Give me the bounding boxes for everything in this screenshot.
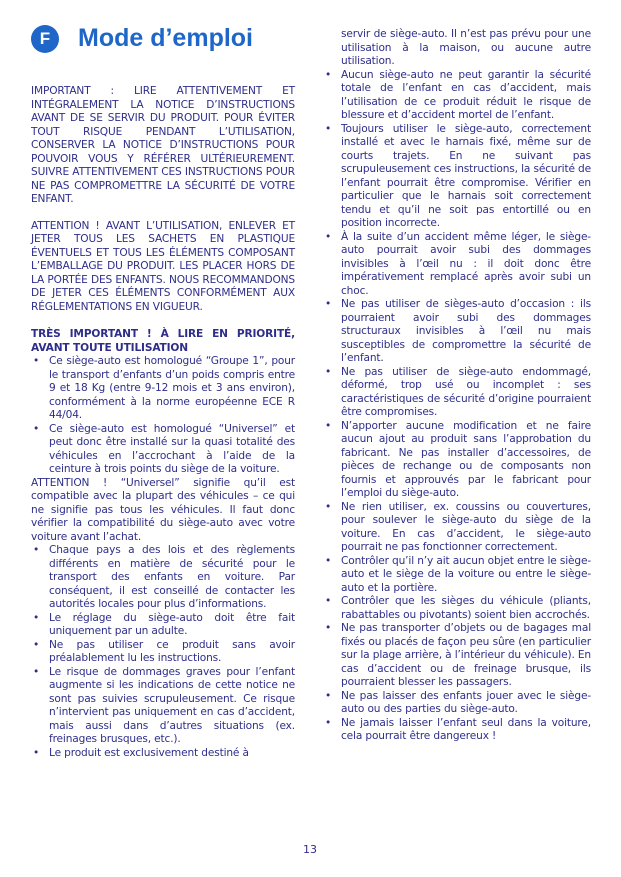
priority-heading: TRÈS IMPORTANT ! À LIRE EN PRIORITÉ, AVANT TOUTE UTILISATION — [31, 328, 295, 354]
list-item — [323, 69, 591, 123]
list-item — [323, 595, 591, 622]
page-number: 13 — [303, 843, 317, 856]
list-item — [323, 555, 591, 596]
list-item — [31, 544, 295, 612]
list-item-text: Ce siège-auto est homologué “Groupe 1”, pour le transport d’enfants d’un poids compris entre 9 et 18 Kg (entre 9-12 mois et 3 ans environ), conformément à la norme européenne ECE R 44/04. — [49, 355, 295, 421]
list-item — [31, 355, 295, 423]
list-item — [31, 666, 295, 747]
language-badge: F — [31, 25, 59, 53]
bullet-icon: • — [325, 622, 332, 634]
bullet-icon: • — [33, 544, 40, 556]
bullet-icon: • — [325, 716, 332, 729]
list-item — [323, 501, 591, 555]
list-item — [323, 231, 591, 299]
bullet-icon: • — [33, 638, 40, 651]
list-item — [31, 639, 295, 666]
bullet-icon: • — [325, 554, 332, 567]
bullet-icon: • — [325, 68, 332, 81]
safety-list-left — [31, 544, 295, 760]
bullet-icon: • — [325, 230, 332, 243]
list-item-text: Contrôler qu’il n’y ait aucun objet entre le siège-auto et le siège de la voiture ou entre le siège-auto et la portière. — [341, 554, 591, 594]
attention-universal-notice: ATTENTION ! “Universel” signifie qu’il est compatible avec la plupart des véhicules – ce qui ne signifie pas tous les véhicules. Il faut donc vérifier la compatibilité du siège-auto avec votre voiture avant l’achat. — [31, 476, 295, 543]
right-column — [323, 28, 591, 744]
list-item-text: Ne pas utiliser de sièges-auto d’occasion : ils pourraient avoir subi des dommages structuraux invisibles à l’œil nu mais susceptibles de compromettre la sécurité de l’enfant. — [341, 298, 591, 364]
bullet-icon: • — [325, 298, 332, 310]
list-item-text: Le produit est exclusivement destiné à — [49, 746, 249, 759]
bullet-icon: • — [325, 365, 332, 378]
list-item — [323, 366, 591, 420]
list-item — [323, 622, 591, 690]
bullet-icon: • — [33, 746, 40, 759]
list-item — [31, 423, 295, 477]
list-item — [323, 298, 591, 366]
homologation-list — [31, 355, 295, 477]
list-item-text: Toujours utiliser le siège-auto, correctement installé et avec le harnais fixé, même sur de courts trajets. En ne suivant pas scrupuleusement ces instructions, la sécurité de l’enfant pourrait être compromise. Vérifier en particulier que le harnais soit correctement tendu et qu’il ne soit pas entortillé ou en position incorrecte. — [341, 122, 591, 229]
list-item-text: Aucun siège-auto ne peut garantir la sécurité totale de l’enfant en cas d’accident, mais l’utilisation de ce produit réduit le risque de blessure et d’accident mortel de l’enfant. — [341, 68, 591, 121]
list-item-text: Ne pas utiliser de siège-auto endommagé, déformé, trop usé ou incomplet : ses caractéristiques de sécurité d’origine pourraient être compromises. — [341, 365, 591, 418]
list-item-text: Ne jamais laisser l’enfant seul dans la voiture, cela pourrait être dangereux ! — [341, 716, 591, 742]
list-item — [31, 612, 295, 639]
important-notice: IMPORTANT : LIRE ATTENTIVEMENT ET INTÉGRALEMENT LA NOTICE D’INSTRUCTIONS AVANT DE SE SERVIR DU PRODUIT. POUR ÉVITER TOUT RISQUE PENDANT L’UTILISATION, CONSERVER LA NOTICE D’INSTRUCTIONS POUR POUVOIR VOUS Y RÉFÉRER ULTÉRIEUREMENT. SUIVRE ATTENTIVEMENT CES INSTRUCTIONS POUR NE PAS COMPROMETTRE LA SÉCURITÉ DE VOTRE ENFANT. — [31, 85, 295, 205]
bullet-icon: • — [325, 122, 332, 135]
list-item-text: Ne rien utiliser, ex. coussins ou couvertures, pour soulever le siège-auto du siège de la voiture. En cas d’accident, le siège-auto pourrait ne pas fonctionner correctement. — [341, 500, 591, 553]
list-item — [323, 420, 591, 501]
page-title: Mode d’emploi — [78, 24, 253, 52]
list-item-text: Ce siège-auto est homologué “Universel” et peut donc être installé sur la quasi totalité des véhicules en l’accrochant à l’aide de la ceinture à trois points du siège de la voiture. — [49, 422, 295, 475]
bullet-icon: • — [33, 355, 40, 367]
bullet-icon: • — [325, 595, 332, 607]
list-item — [323, 123, 591, 231]
list-item-text: Chaque pays a des lois et des règlements différents en matière de sécurité pour le transport des enfants en voiture. Par conséquent, il est conseillé de contacter les autorités locales pour plus d’informations. — [49, 544, 295, 610]
list-item-text: Ne pas transporter d’objets ou de bagages mal fixés ou placés de façon peu sûre (en particulier sur la plage arrière, à l’intérieur du véhicule). En cas d’accident ou de freinage brusque, ils pourraient blesser les passagers. — [341, 622, 591, 688]
left-column — [31, 85, 295, 760]
list-item — [31, 747, 295, 761]
bullet-icon: • — [325, 500, 332, 513]
list-item-text: Contrôler que les sièges du véhicule (pliants, rabattables ou pivotants) soient bien accrochés. — [341, 595, 591, 621]
attention-packaging-notice: ATTENTION ! AVANT L’UTILISATION, ENLEVER ET JETER TOUS LES SACHETS EN PLASTIQUE ÉVENTUELS ET TOUS LES ÉLÉMENTS COMPOSANT L’EMBALLAGE DU PRODUIT. LES PLACER HORS DE LA PORTÉE DES ENFANTS. NOUS RECOMMANDONS DE JETER CES ÉLÉMENTS CONFORMÉMENT AUX RÉGLEMENTATIONS EN VIGUEUR. — [31, 219, 295, 313]
list-item-text: Ne pas utiliser ce produit sans avoir préalablement lu les instructions. — [49, 638, 295, 664]
bullet-icon: • — [325, 689, 332, 702]
list-item-text: Le réglage du siège-auto doit être fait uniquement par un adulte. — [49, 611, 295, 637]
list-item-text: Le risque de dommages graves pour l’enfant augmente si les indications de cette notice ne sont pas suivies scrupuleusement. Ce risque n’intervient pas uniquement en cas d’accident, mais aussi dans d’autres situations (ex. freinages brusques, etc.). — [49, 665, 295, 745]
bullet-icon: • — [33, 422, 40, 435]
bullet-icon: • — [33, 665, 40, 678]
list-item — [323, 690, 591, 717]
bullet-icon: • — [325, 419, 332, 432]
bullet-icon: • — [33, 611, 40, 624]
list-item-text: N’apporter aucune modification et ne faire aucun ajout au produit sans l’approbation du fabricant. Ne pas installer d’accessoires, de pièces de rechange ou de composants non fournis et approuvés par le fabricant pour l’emploi du siège-auto. — [341, 419, 591, 499]
list-item-text: À la suite d’un accident même léger, le siège-auto pourrait avoir subi des dommages invisibles à l’œil nu : il doit donc être impérativement remplacé après avoir subi un choc. — [341, 230, 591, 297]
list-item — [323, 717, 591, 744]
safety-list-right — [323, 69, 591, 744]
list-item-text: Ne pas laisser des enfants jouer avec le siège-auto ou des parties du siège-auto. — [341, 689, 591, 715]
continuation-text: servir de siège-auto. Il n’est pas prévu pour une utilisation à la maison, ou aucune autre utilisation. — [341, 28, 591, 67]
